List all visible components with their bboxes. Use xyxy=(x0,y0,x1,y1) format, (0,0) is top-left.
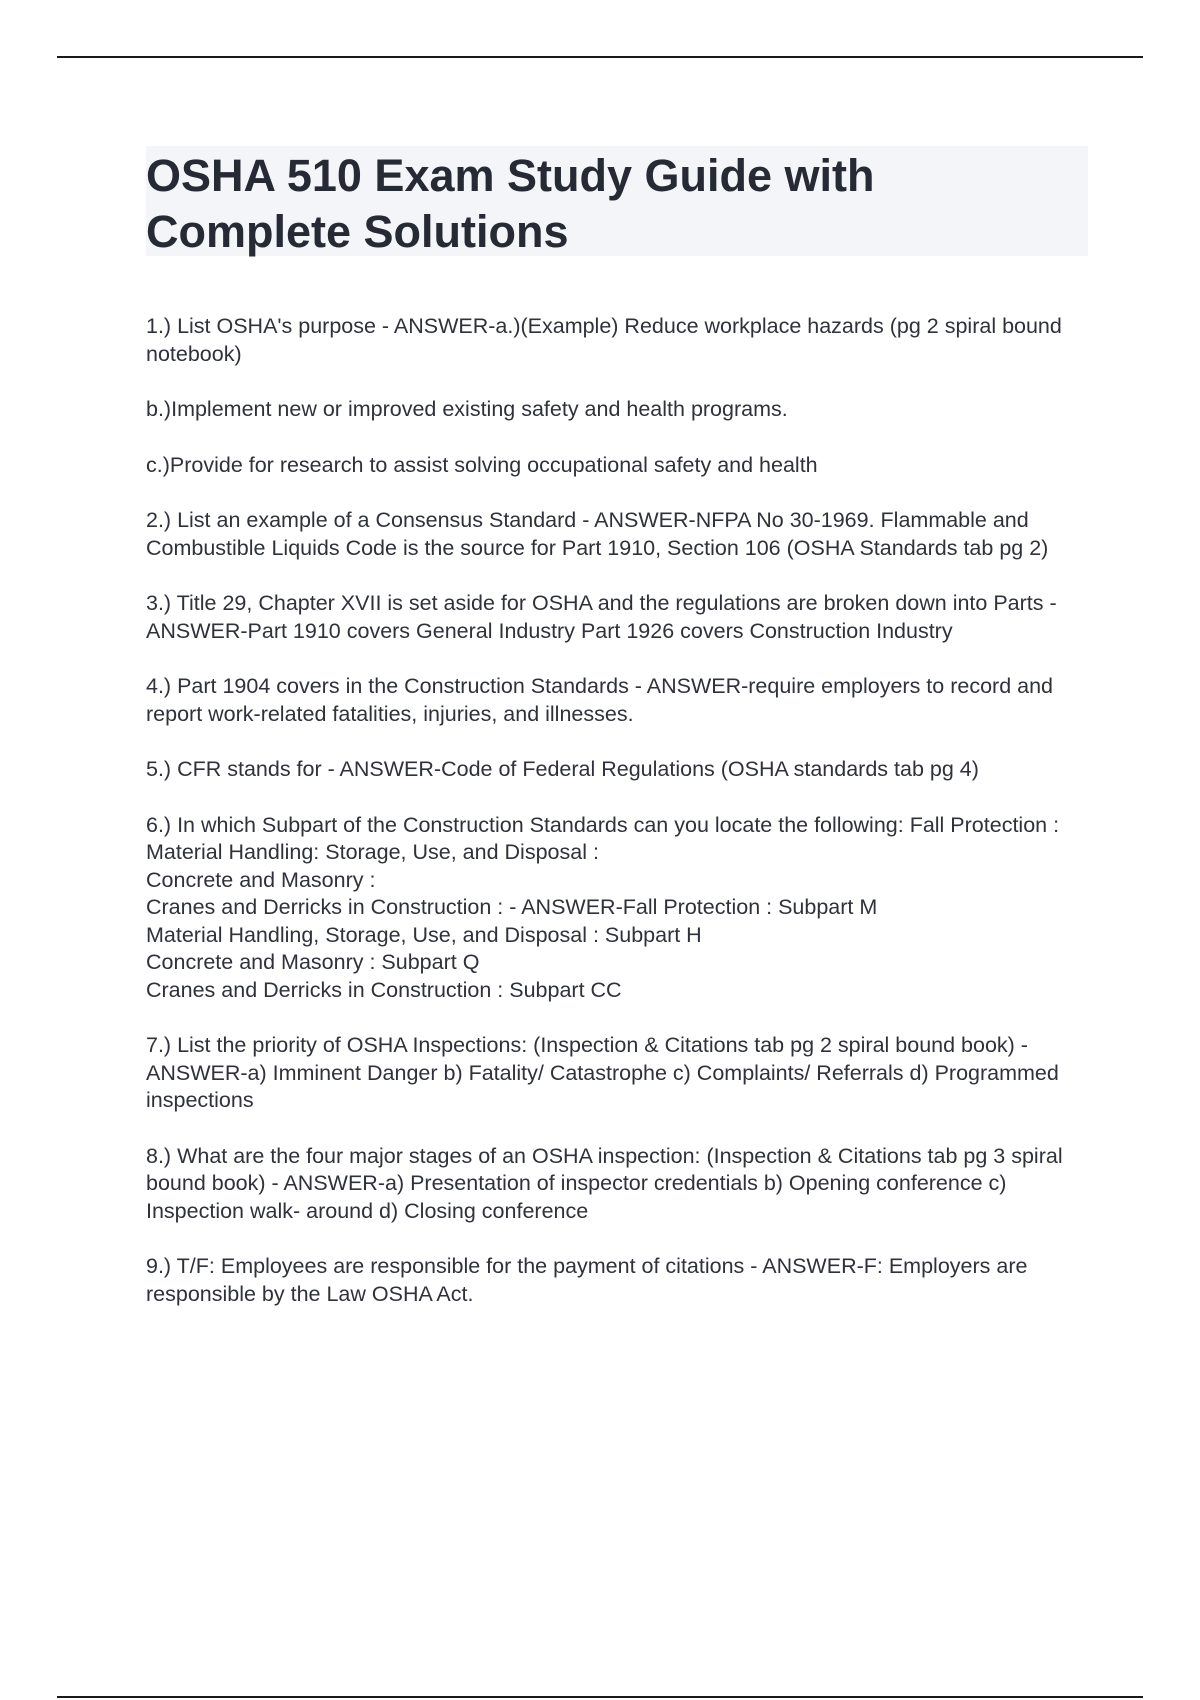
top-rule xyxy=(57,56,1143,58)
document-title: OSHA 510 Exam Study Guide with Complete Solutions xyxy=(146,150,875,257)
paragraph-q1-c: c.)Provide for research to assist solving occupational safety and health xyxy=(146,452,818,477)
paragraph-q3: 3.) Title 29, Chapter XVII is set aside for OSHA and the regulations are broken down into Parts - ANSWER-Part 1910 covers General Industry Part 1926 covers Construction Industry xyxy=(146,591,1057,643)
paragraph-q7: 7.) List the priority of OSHA Inspections: (Inspection & Citations tab pg 2 spiral bound book) - ANSWER-a) Imminent Danger b) Fatality/ Catastrophe c) Complaints/ Referrals d) Programmed inspections xyxy=(146,1033,1059,1112)
paragraph-q6: 6.) In which Subpart of the Construction Standards can you locate the following: Fall Protection : Material Handling: Storage, Use, and Disposal : Concrete and Masonry : Cranes and Derricks in Construction : - ANSWER-Fall Protection : Subpart M Material Handling, Storage, Use, and Disposal : Subpart H Concrete and Masonry : Subpart Q Cranes and Derricks in Construction : Subpart CC xyxy=(146,812,1060,1002)
paragraph-q1-b: b.)Implement new or improved existing safety and health programs. xyxy=(146,397,788,421)
bottom-rule xyxy=(57,1696,1143,1698)
document-body xyxy=(146,313,1091,1336)
paragraph-q5: 5.) CFR stands for - ANSWER-Code of Federal Regulations (OSHA standards tab pg 4) xyxy=(146,757,979,781)
paragraph-q1-a: 1.) List OSHA's purpose - ANSWER-a.)(Example) Reduce workplace hazards (pg 2 spiral bound notebook) xyxy=(146,314,1062,366)
paragraph-q8: 8.) What are the four major stages of an OSHA inspection: (Inspection & Citations tab pg 3 spiral bound book) - ANSWER-a) Presentation of inspector credentials b) Opening conference c) Inspection walk- around d) Closing conference xyxy=(146,1143,1063,1223)
paragraph-q4: 4.) Part 1904 covers in the Construction Standards - ANSWER-require employers to record and report work-related fatalities, injuries, and illnesses. xyxy=(146,674,1053,726)
paragraph-q2: 2.) List an example of a Consensus Standard - ANSWER-NFPA No 30-1969. Flammable and Combustible Liquids Code is the source for Part 1910, Section 106 (OSHA Standards tab pg 2) xyxy=(146,508,1049,560)
paragraph-q9: 9.) T/F: Employees are responsible for the payment of citations - ANSWER-F: Employers are responsible by the Law OSHA Act. xyxy=(146,1254,1028,1306)
